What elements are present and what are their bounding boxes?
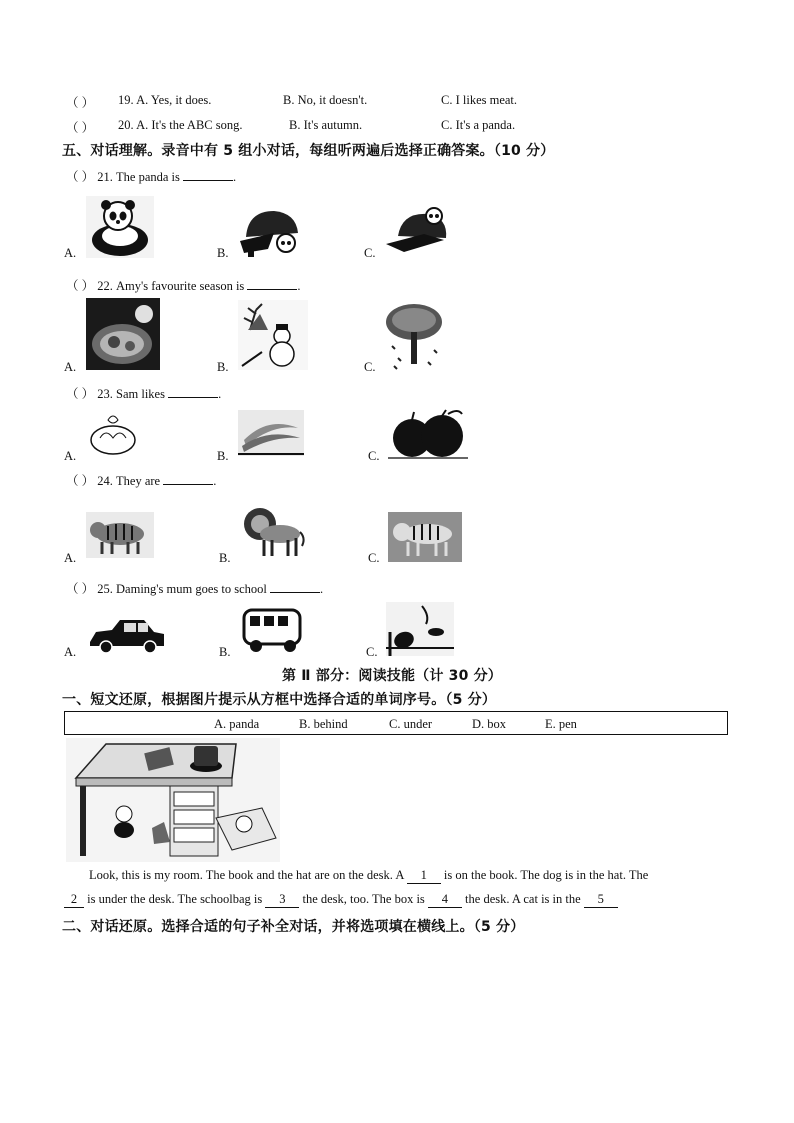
question-text: 25. Daming's mum goes to school xyxy=(97,582,267,596)
answer-blank[interactable] xyxy=(183,169,233,181)
blank-1[interactable]: 1 xyxy=(407,868,441,884)
question-text: 23. Sam likes xyxy=(97,387,165,401)
apples-picture[interactable] xyxy=(388,408,468,460)
winter-picture[interactable] xyxy=(238,300,308,370)
word-box xyxy=(64,711,728,735)
bus-picture[interactable] xyxy=(240,604,310,656)
car-picture[interactable] xyxy=(86,614,168,656)
question-19 xyxy=(66,93,94,111)
label-a: A. xyxy=(64,246,77,260)
label-c: C. xyxy=(368,449,380,463)
summer-picture[interactable] xyxy=(86,298,160,370)
panda-picture[interactable] xyxy=(86,196,154,258)
label-c: C. xyxy=(366,645,378,659)
answer-paren[interactable]: （ ） xyxy=(66,474,95,488)
q20-option-b: B. It's autumn. xyxy=(289,118,363,132)
label-c: C. xyxy=(364,246,376,260)
q19-option-c: C. I likes meat. xyxy=(441,93,518,107)
autumn-tree-picture[interactable] xyxy=(384,302,444,370)
question-text: 22. Amy's favourite season is xyxy=(97,279,245,293)
answer-paren[interactable]: （ ） xyxy=(66,387,95,401)
room-picture xyxy=(66,738,280,862)
q19-option-b: B. No, it doesn't. xyxy=(283,93,368,107)
answer-blank[interactable] xyxy=(270,581,320,593)
question-25: （ ） 25. Daming's mum goes to school . xyxy=(66,582,324,596)
label-c: C. xyxy=(368,551,380,565)
answer-paren[interactable]: （ ） xyxy=(66,170,95,184)
part-title: 第 Ⅱ 部分：阅读技能（计 30 分） xyxy=(282,668,502,684)
blank-2[interactable]: 2 xyxy=(64,892,84,908)
section-heading: 二、对话还原。选择合适的句子补全对话，并将选项填在横线上。（5 分） xyxy=(62,919,525,935)
bananas-picture[interactable] xyxy=(238,410,304,456)
question-21: （ ） 21. The panda is . xyxy=(66,170,237,184)
blank-4[interactable]: 4 xyxy=(428,892,462,908)
answer-blank[interactable] xyxy=(163,473,213,485)
word-option-b: B. behind xyxy=(299,717,348,731)
label-b: B. xyxy=(219,645,231,659)
walk-picture[interactable] xyxy=(386,602,454,656)
label-c: C. xyxy=(364,360,376,374)
word-option-a: A. panda xyxy=(214,717,260,731)
question-20 xyxy=(66,118,94,136)
cap-panda-picture[interactable] xyxy=(384,206,452,256)
word-option-d: D. box xyxy=(472,717,507,731)
section-heading: 五、对话理解。录音中有 5 组小对话，每组听两遍后选择正确答案。（10 分） xyxy=(62,143,555,159)
blank-5[interactable]: 5 xyxy=(584,892,618,908)
tiger-picture-2[interactable] xyxy=(388,512,462,562)
question-22: （ ） 22. Amy's favourite season is . xyxy=(66,279,301,293)
word-option-c: C. under xyxy=(389,717,433,731)
label-b: B. xyxy=(219,551,231,565)
label-b: B. xyxy=(217,360,229,374)
passage-line-1: Look, this is my room. The book and the hat are on the desk. A 1 is on the book. The dog is in the hat. The xyxy=(89,868,649,882)
label-a: A. xyxy=(64,449,77,463)
answer-paren[interactable]: （ ） xyxy=(66,96,95,110)
question-number: 19. xyxy=(118,93,134,107)
section-heading: 一、短文还原，根据图片提示从方框中选择合适的单词序号。（5 分） xyxy=(62,692,497,708)
question-24: （ ） 24. They are . xyxy=(66,474,217,488)
label-a: A. xyxy=(64,645,77,659)
word-option-e: E. pen xyxy=(545,717,577,731)
answer-paren[interactable]: （ ） xyxy=(66,279,95,293)
question-text: 24. They are xyxy=(97,474,161,488)
label-b: B. xyxy=(217,246,229,260)
passage-line-2: 2 is under the desk. The schoolbag is 3 the desk, too. The box is 4 the desk. A cat is in the 5 xyxy=(64,892,618,908)
option-a: A. It's the ABC song. xyxy=(136,118,243,132)
answer-paren[interactable]: （ ） xyxy=(66,582,95,596)
answer-blank[interactable] xyxy=(247,278,297,290)
tiger-picture[interactable] xyxy=(86,512,154,558)
label-b: B. xyxy=(217,449,229,463)
label-a: A. xyxy=(64,360,77,374)
blank-3[interactable]: 3 xyxy=(265,892,299,908)
question-text: 21. The panda is xyxy=(97,170,180,184)
label-a: A. xyxy=(64,551,77,565)
lion-picture[interactable] xyxy=(240,504,306,560)
answer-blank[interactable] xyxy=(168,386,218,398)
q20-option-c: C. It's a panda. xyxy=(441,118,516,132)
cap-picture[interactable] xyxy=(238,203,306,258)
answer-paren[interactable]: （ ） xyxy=(66,121,95,135)
question-number: 20. xyxy=(118,118,134,132)
q19-options-a xyxy=(118,93,211,108)
option-a: A. Yes, it does. xyxy=(136,93,212,107)
orange-picture[interactable] xyxy=(86,408,140,456)
question-23: （ ） 23. Sam likes . xyxy=(66,387,222,401)
q20-options-a xyxy=(118,118,243,133)
